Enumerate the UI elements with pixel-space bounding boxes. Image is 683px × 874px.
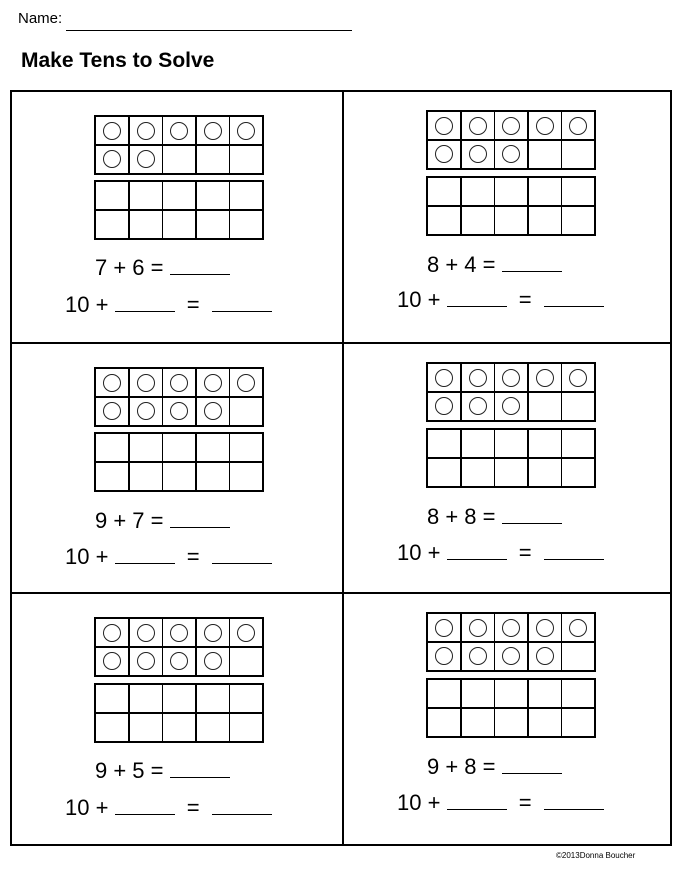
make-ten-equation — [65, 544, 272, 570]
ten-frame-filled — [94, 617, 264, 677]
circle-counter-icon — [103, 402, 121, 420]
circle-counter-icon — [170, 374, 188, 392]
circle-counter-icon — [569, 117, 587, 135]
answer-blank[interactable] — [170, 526, 230, 528]
addend-blank[interactable] — [115, 310, 175, 312]
addend-blank[interactable] — [447, 558, 507, 560]
equation-text: 9 + 7 = — [95, 508, 164, 533]
ten-frame-empty — [426, 176, 596, 236]
circle-counter-icon — [137, 402, 155, 420]
equation — [427, 754, 562, 780]
circle-counter-icon — [469, 117, 487, 135]
make-ten-text: 10 + — [65, 544, 109, 569]
ten-frame-slot[interactable] — [562, 459, 594, 486]
ten-frame-slot[interactable] — [462, 430, 494, 457]
circle-counter-icon — [536, 117, 554, 135]
ten-frame-slot[interactable] — [130, 211, 162, 238]
ten-frame-slot — [163, 619, 195, 646]
circle-counter-icon — [204, 402, 222, 420]
ten-frame-slot[interactable] — [130, 463, 162, 490]
problem-cell — [344, 594, 674, 844]
ten-frame-slot — [197, 648, 229, 675]
ten-frame-slot[interactable] — [562, 430, 594, 457]
circle-counter-icon — [170, 122, 188, 140]
ten-frame-slot[interactable] — [197, 434, 229, 461]
equation — [95, 508, 230, 534]
ten-frame-slot — [529, 643, 561, 670]
ten-frame-slot — [428, 614, 460, 641]
ten-frame-slot[interactable] — [462, 178, 494, 205]
ten-frame-slot[interactable] — [197, 714, 229, 741]
ten-frame-empty — [426, 428, 596, 488]
equation-text: 8 + 8 = — [427, 504, 496, 529]
ten-frame-slot[interactable] — [529, 680, 561, 707]
circle-counter-icon — [435, 397, 453, 415]
ten-frame-slot — [428, 643, 460, 670]
ten-frame-slot — [230, 398, 262, 425]
make-ten-text: 10 + — [397, 790, 441, 815]
ten-frame-slot — [462, 393, 494, 420]
circle-counter-icon — [435, 145, 453, 163]
equals-sign: = — [518, 790, 532, 815]
make-ten-text: 10 + — [397, 540, 441, 565]
ten-frame-slot[interactable] — [495, 459, 527, 486]
circle-counter-icon — [502, 397, 520, 415]
circle-counter-icon — [502, 369, 520, 387]
addend-blank[interactable] — [447, 305, 507, 307]
circle-counter-icon — [103, 374, 121, 392]
problem-cell — [344, 344, 674, 594]
ten-frame-filled — [426, 612, 596, 672]
problem-grid — [10, 90, 672, 846]
equation-text: 9 + 8 = — [427, 754, 496, 779]
copyright-text: ©2013Donna Boucher — [556, 851, 636, 860]
circle-counter-icon — [435, 117, 453, 135]
circle-counter-icon — [435, 619, 453, 637]
circle-counter-icon — [204, 122, 222, 140]
sum-blank[interactable] — [212, 310, 272, 312]
circle-counter-icon — [435, 647, 453, 665]
make-ten-equation — [397, 790, 604, 816]
ten-frame-slot[interactable] — [96, 714, 128, 741]
sum-blank[interactable] — [212, 562, 272, 564]
circle-counter-icon — [435, 369, 453, 387]
addend-blank[interactable] — [447, 808, 507, 810]
circle-counter-icon — [137, 624, 155, 642]
circle-counter-icon — [204, 624, 222, 642]
ten-frame-empty — [94, 180, 264, 240]
make-ten-equation — [397, 287, 604, 313]
circle-counter-icon — [103, 624, 121, 642]
ten-frame-slot — [230, 619, 262, 646]
ten-frame-slot[interactable] — [230, 434, 262, 461]
ten-frame-slot — [529, 141, 561, 168]
ten-frame-filled — [94, 367, 264, 427]
equals-sign: = — [518, 540, 532, 565]
ten-frame-slot[interactable] — [197, 182, 229, 209]
ten-frame-slot — [163, 648, 195, 675]
circle-counter-icon — [137, 652, 155, 670]
ten-frame-empty — [426, 678, 596, 738]
sum-blank[interactable] — [544, 558, 604, 560]
ten-frame-slot — [130, 117, 162, 144]
ten-frame-slot[interactable] — [462, 207, 494, 234]
ten-frame-slot[interactable] — [230, 463, 262, 490]
ten-frame-slot — [230, 648, 262, 675]
ten-frame-slot — [96, 648, 128, 675]
make-ten-equation — [65, 795, 272, 821]
circle-counter-icon — [103, 652, 121, 670]
problem-cell — [12, 344, 342, 594]
ten-frame-filled — [94, 115, 264, 175]
circle-counter-icon — [137, 122, 155, 140]
ten-frame-slot — [462, 141, 494, 168]
circle-counter-icon — [204, 374, 222, 392]
answer-blank[interactable] — [170, 273, 230, 275]
ten-frame-slot[interactable] — [495, 178, 527, 205]
ten-frame-slot — [96, 117, 128, 144]
ten-frame-slot — [562, 364, 594, 391]
ten-frame-slot[interactable] — [428, 709, 460, 736]
equation-text: 9 + 5 = — [95, 758, 164, 783]
ten-frame-slot — [462, 643, 494, 670]
equals-sign: = — [186, 544, 200, 569]
circle-counter-icon — [469, 145, 487, 163]
problem-cell — [12, 594, 342, 844]
ten-frame-slot — [562, 614, 594, 641]
ten-frame-slot[interactable] — [495, 430, 527, 457]
circle-counter-icon — [103, 122, 121, 140]
sum-blank[interactable] — [212, 813, 272, 815]
problem-cell — [344, 92, 674, 342]
ten-frame-slot[interactable] — [462, 459, 494, 486]
ten-frame-slot[interactable] — [163, 211, 195, 238]
ten-frame-slot[interactable] — [428, 680, 460, 707]
ten-frame-slot[interactable] — [130, 685, 162, 712]
ten-frame-slot[interactable] — [96, 685, 128, 712]
ten-frame-slot[interactable] — [428, 178, 460, 205]
ten-frame-slot[interactable] — [462, 709, 494, 736]
ten-frame-slot[interactable] — [529, 178, 561, 205]
circle-counter-icon — [569, 619, 587, 637]
ten-frame-slot — [163, 117, 195, 144]
circle-counter-icon — [170, 624, 188, 642]
ten-frame-slot — [462, 614, 494, 641]
sum-blank[interactable] — [544, 305, 604, 307]
circle-counter-icon — [469, 369, 487, 387]
ten-frame-slot — [163, 146, 195, 173]
ten-frame-slot — [197, 117, 229, 144]
circle-counter-icon — [536, 619, 554, 637]
circle-counter-icon — [170, 652, 188, 670]
ten-frame-slot[interactable] — [230, 685, 262, 712]
ten-frame-slot — [529, 393, 561, 420]
ten-frame-slot[interactable] — [230, 211, 262, 238]
ten-frame-filled — [426, 362, 596, 422]
ten-frame-slot[interactable] — [197, 463, 229, 490]
ten-frame-slot[interactable] — [428, 430, 460, 457]
addend-blank[interactable] — [115, 562, 175, 564]
ten-frame-slot — [197, 619, 229, 646]
circle-counter-icon — [237, 624, 255, 642]
ten-frame-slot[interactable] — [495, 709, 527, 736]
ten-frame-empty — [94, 432, 264, 492]
circle-counter-icon — [137, 150, 155, 168]
circle-counter-icon — [137, 374, 155, 392]
ten-frame-slot[interactable] — [197, 685, 229, 712]
make-ten-text: 10 + — [65, 292, 109, 317]
problem-cell — [12, 92, 342, 342]
ten-frame-slot — [428, 112, 460, 139]
ten-frame-slot[interactable] — [462, 680, 494, 707]
ten-frame-slot — [130, 619, 162, 646]
ten-frame-slot — [197, 369, 229, 396]
ten-frame-slot[interactable] — [96, 434, 128, 461]
ten-frame-slot — [230, 146, 262, 173]
make-ten-text: 10 + — [397, 287, 441, 312]
ten-frame-slot — [562, 643, 594, 670]
equals-sign: = — [186, 292, 200, 317]
ten-frame-slot[interactable] — [230, 182, 262, 209]
ten-frame-slot — [495, 614, 527, 641]
equation — [427, 252, 562, 278]
ten-frame-slot — [130, 648, 162, 675]
circle-counter-icon — [170, 402, 188, 420]
equals-sign: = — [518, 287, 532, 312]
make-ten-text: 10 + — [65, 795, 109, 820]
ten-frame-slot — [428, 364, 460, 391]
ten-frame-slot — [197, 146, 229, 173]
ten-frame-slot[interactable] — [130, 182, 162, 209]
ten-frame-slot[interactable] — [163, 463, 195, 490]
ten-frame-slot[interactable] — [163, 434, 195, 461]
ten-frame-slot[interactable] — [163, 714, 195, 741]
answer-blank[interactable] — [170, 776, 230, 778]
equals-sign: = — [186, 795, 200, 820]
ten-frame-slot[interactable] — [96, 463, 128, 490]
ten-frame-filled — [426, 110, 596, 170]
ten-frame-slot — [428, 393, 460, 420]
ten-frame-slot[interactable] — [163, 182, 195, 209]
equation — [95, 758, 230, 784]
ten-frame-slot — [163, 369, 195, 396]
circle-counter-icon — [536, 369, 554, 387]
ten-frame-slot[interactable] — [529, 709, 561, 736]
ten-frame-slot — [495, 112, 527, 139]
ten-frame-slot[interactable] — [96, 182, 128, 209]
name-line[interactable] — [66, 30, 352, 31]
ten-frame-slot — [495, 141, 527, 168]
ten-frame-slot — [529, 112, 561, 139]
answer-blank[interactable] — [502, 772, 562, 774]
ten-frame-slot — [96, 398, 128, 425]
sum-blank[interactable] — [544, 808, 604, 810]
ten-frame-slot[interactable] — [562, 680, 594, 707]
circle-counter-icon — [469, 397, 487, 415]
equation — [427, 504, 562, 530]
worksheet-title: Make Tens to Solve — [21, 49, 215, 72]
circle-counter-icon — [502, 647, 520, 665]
ten-frame-slot — [197, 398, 229, 425]
ten-frame-slot[interactable] — [197, 211, 229, 238]
ten-frame-slot[interactable] — [562, 709, 594, 736]
ten-frame-slot[interactable] — [529, 430, 561, 457]
ten-frame-slot[interactable] — [495, 680, 527, 707]
name-label: Name: — [18, 10, 63, 27]
ten-frame-slot — [230, 117, 262, 144]
ten-frame-slot — [462, 112, 494, 139]
equation — [95, 255, 230, 281]
ten-frame-slot[interactable] — [163, 685, 195, 712]
circle-counter-icon — [204, 652, 222, 670]
ten-frame-slot — [529, 364, 561, 391]
circle-counter-icon — [569, 369, 587, 387]
ten-frame-slot — [130, 369, 162, 396]
ten-frame-slot — [529, 614, 561, 641]
circle-counter-icon — [103, 150, 121, 168]
circle-counter-icon — [469, 647, 487, 665]
ten-frame-slot — [230, 369, 262, 396]
circle-counter-icon — [237, 122, 255, 140]
ten-frame-slot[interactable] — [96, 211, 128, 238]
equation-text: 7 + 6 = — [95, 255, 164, 280]
answer-blank[interactable] — [502, 522, 562, 524]
ten-frame-slot[interactable] — [230, 714, 262, 741]
ten-frame-slot[interactable] — [529, 459, 561, 486]
ten-frame-empty — [94, 683, 264, 743]
ten-frame-slot[interactable] — [529, 207, 561, 234]
ten-frame-slot[interactable] — [562, 207, 594, 234]
answer-blank[interactable] — [502, 270, 562, 272]
ten-frame-slot — [96, 369, 128, 396]
make-ten-equation — [397, 540, 604, 566]
circle-counter-icon — [237, 374, 255, 392]
circle-counter-icon — [536, 647, 554, 665]
ten-frame-slot — [562, 393, 594, 420]
equation-text: 8 + 4 = — [427, 252, 496, 277]
ten-frame-slot[interactable] — [130, 714, 162, 741]
circle-counter-icon — [469, 619, 487, 637]
ten-frame-slot — [130, 398, 162, 425]
addend-blank[interactable] — [115, 813, 175, 815]
circle-counter-icon — [502, 117, 520, 135]
ten-frame-slot — [562, 112, 594, 139]
ten-frame-slot — [130, 146, 162, 173]
ten-frame-slot — [562, 141, 594, 168]
make-ten-equation — [65, 292, 272, 318]
ten-frame-slot[interactable] — [130, 434, 162, 461]
ten-frame-slot — [495, 393, 527, 420]
ten-frame-slot — [96, 619, 128, 646]
ten-frame-slot — [96, 146, 128, 173]
ten-frame-slot — [163, 398, 195, 425]
ten-frame-slot — [495, 643, 527, 670]
circle-counter-icon — [502, 145, 520, 163]
ten-frame-slot[interactable] — [495, 207, 527, 234]
ten-frame-slot[interactable] — [428, 207, 460, 234]
ten-frame-slot[interactable] — [562, 178, 594, 205]
circle-counter-icon — [502, 619, 520, 637]
ten-frame-slot — [495, 364, 527, 391]
ten-frame-slot[interactable] — [428, 459, 460, 486]
ten-frame-slot — [428, 141, 460, 168]
ten-frame-slot — [462, 364, 494, 391]
